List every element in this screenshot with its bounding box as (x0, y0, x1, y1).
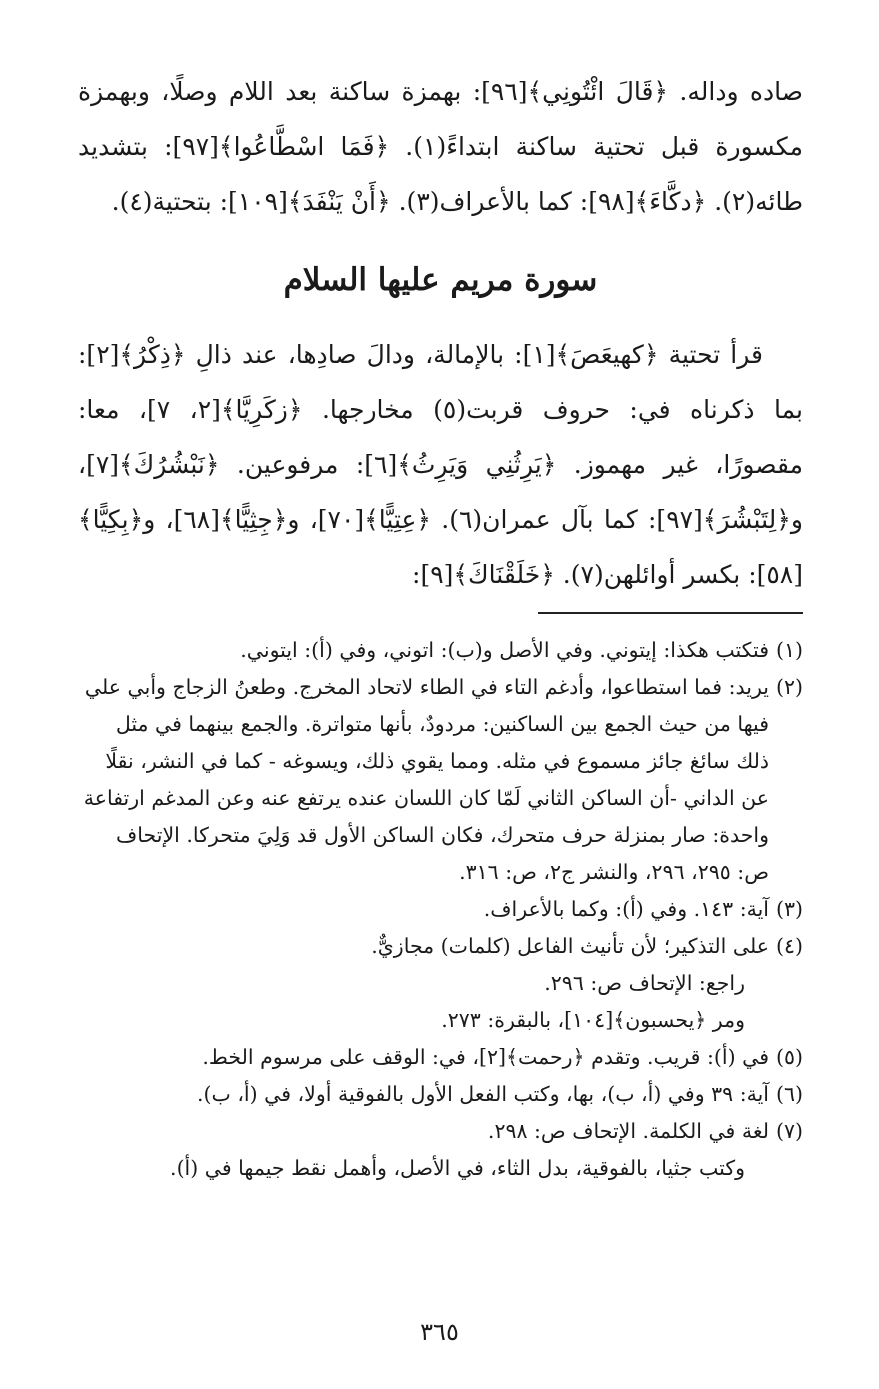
footnote-4-continuation-2 (78, 1002, 803, 1039)
footnote-6 (78, 1076, 803, 1113)
surah-paragraph-text: قرأ تحتية ﴿كهيعَصَ﴾[١]: بالإمالة، ودالَ صادِها، عند ذالِ ﴿ذِكْرُ﴾[٢]: بما ذكرناه في: حروف قربت(٥) مخارجها. ﴿زكَرِيَّا﴾[٢، ٧]، معا: مقصورًا، غير مهموز. ﴿يَرِثُنِي وَيَرِثُ﴾[٦]: مرفوعين. ﴿نَبْشُرُكَ﴾[٧]، و﴿لِتَبْشُرَ﴾[٩٧]: كما بآل عمران(٦). ﴿عِتِيًّا﴾[٧٠]، و﴿جِثِيًّا﴾[٦٨]، و﴿بِكِيًّا﴾[٥٨]: بكسر أوائلهن(٧). ﴿خَلَقْنَاكَ﴾[٩]: (78, 340, 804, 589)
footnote-text: في (أ): قريب. وتقدم ﴿رحمت﴾[٢]، في: الوقف على مرسوم الخط. (202, 1045, 769, 1069)
footnote-separator (538, 612, 803, 614)
footnote-7 (78, 1113, 803, 1150)
footnote-text: وكتب جثيا، بالفوقية، بدل الثاء، في الأصل، وأهمل نقط جيمها في (أ). (170, 1156, 745, 1180)
footnote-number: (١) (775, 638, 803, 662)
top-paragraph-text: صاده وداله. ﴿قَالَ ائْتُونِي﴾[٩٦]: بهمزة ساكنة بعد اللام وصلًا، وبهمزة مكسورة قبل تحتية ساكنة ابتداءً(١). ﴿فَمَا اسْطَّاعُوا﴾[٩٧]: بتشديد طائه(٢). ﴿دكَّاءَ﴾[٩٨]: كما بالأعراف(٣). ﴿أَنْ يَنْفَدَ﴾[١٠٩]: بتحتية(٤). (78, 77, 803, 216)
footnote-number: (٥) (775, 1045, 803, 1069)
footnote-text: ومر ﴿يحسبون﴾[١٠٤]، بالبقرة: ٢٧٣. (441, 1008, 745, 1032)
footnote-2 (78, 669, 803, 891)
footnotes (78, 632, 803, 1187)
footnote-number: (٤) (775, 934, 803, 958)
footnote-text: على التذكير؛ لأن تأنيث الفاعل (كلمات) مجازيٌّ. (371, 934, 769, 958)
surah-title: سورة مريم عليها السلام (283, 262, 598, 298)
footnote-3 (78, 891, 803, 928)
footnote-text: يريد: فما استطاعوا، وأدغم التاء في الطاء لاتحاد المخرج. وطعنُ الزجاج وأبي علي فيها من حيث الجمع بين الساكنين: مردودٌ، بأنها متواترة. والجمع بينهما في مثل ذلك سائغ جائز مسموع في مثله. ومما يقوي ذلك، ويسوغه - كما في النشر، نقلًا عن الداني -أن الساكن الثاني لَمّا كان اللسان عنده يرتفع عنه وعن المدغم ارتفاعة واحدة: صار بمنزلة حرف متحرك، فكان الساكن الأول قد وَلِيَ متحركا. الإتحاف ص: ٢٩٥، ٢٩٦، والنشر ج٢، ص: ٣١٦. (83, 675, 769, 884)
footnote-number: (٧) (775, 1119, 803, 1143)
footnote-1 (78, 632, 803, 669)
footnote-text: فتكتب هكذا: إيتوني. وفي الأصل و(ب): اتوني، وفي (أ): ايتوني. (240, 638, 769, 662)
footnote-text: آية: ١٤٣. وفي (أ): وكما بالأعراف. (483, 897, 769, 921)
footnote-4-continuation-1 (78, 965, 803, 1002)
footnote-text: لغة في الكلمة. الإتحاف ص: ٢٩٨. (487, 1119, 769, 1143)
footnote-5 (78, 1039, 803, 1076)
page-number: ٣٦٥ (420, 1318, 459, 1346)
footnote-number: (٣) (775, 897, 803, 921)
footnote-4 (78, 928, 803, 965)
footnote-number: (٢) (775, 675, 803, 699)
footnote-7-continuation (78, 1150, 803, 1187)
footnote-text: راجع: الإتحاف ص: ٢٩٦. (544, 971, 745, 995)
top-paragraph (78, 64, 803, 229)
page-content (78, 64, 803, 1187)
surah-paragraph (78, 327, 803, 602)
footnote-text: آية: ٣٩ وفي (أ، ب)، بها، وكتب الفعل الأول بالفوقية أولا، في (أ، ب). (196, 1082, 769, 1106)
footnote-number: (٦) (775, 1082, 803, 1106)
